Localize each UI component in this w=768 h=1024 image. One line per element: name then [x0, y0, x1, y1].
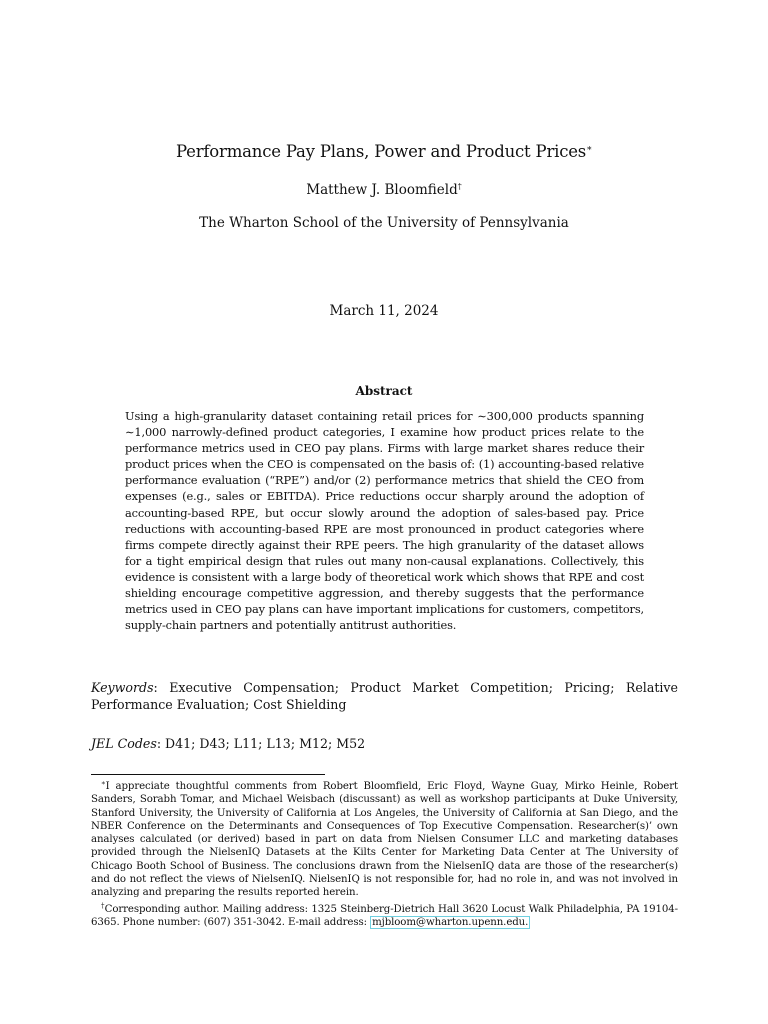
author-name-text: Matthew J. Bloomfield [306, 182, 458, 198]
title-footnote-mark[interactable]: ∗ [586, 144, 592, 154]
keywords-label: Keywords [91, 680, 154, 695]
footnote-acknowledgements [91, 777, 678, 900]
footnote-divider [91, 774, 325, 775]
footnote-2-text: Corresponding author. Mailing address: 1325 Steinberg-Dietrich Hall 3620 Locust Walk Philadelphia, PA 19104-6365. Phone number: (607) 351-3042. E-mail address: [91, 903, 678, 928]
footnotes [91, 777, 678, 929]
footnote-1-text: I appreciate thoughtful comments from Robert Bloomfield, Eric Floyd, Wayne Guay, Mirko Heinle, Robert Sanders, Sorabh Tomar, and Michael Weisbach (discussant) as well as workshop participants at Duke University, Stanford University, the University of California at Los Angeles, the University of California at San Diego, and the NBER Conference on the Determinants and Consequences of Top Executive Compensation. Researcher(s)’ own analyses calculated (or derived) based in part on data from Nielsen Consumer LLC and marketing databases provided through the NielsenIQ Datasets at the Kilts Center for Marketing Data Center at The University of Chicago Booth School of Business. The conclusions drawn from the NielsenIQ data are those of the researcher(s) and do not reflect the views of NielsenIQ. NielsenIQ is not responsible for, had no role in, and was not involved in analyzing and preparing the results reported herein. [91, 781, 678, 899]
footnote-corresponding-author [91, 900, 678, 930]
jel-codes-text: : D41; D43; L11; L13; M12; M52 [156, 736, 366, 751]
author-name [0, 182, 768, 198]
jel-codes [91, 735, 678, 752]
footnote-2-mark: † [101, 901, 105, 910]
email-link[interactable]: mjbloom@wharton.upenn.edu. [372, 916, 529, 928]
paper-title [0, 142, 768, 161]
jel-codes-label: JEL Codes [91, 736, 157, 751]
author-footnote-mark[interactable]: † [457, 182, 462, 191]
abstract-heading: Abstract [355, 384, 413, 398]
keywords [91, 679, 678, 713]
author-affiliation: The Wharton School of the University of Pennsylvania [199, 215, 569, 231]
paper-date: March 11, 2024 [329, 303, 439, 319]
footnote-1-mark: ∗ [101, 779, 106, 787]
abstract-text: Using a high-granularity dataset containing retail prices for ∼300,000 products spanning ∼1,000 narrowly-defined product categories, I examine how product prices relate to the performance metrics used in CEO pay plans. Firms with large market shares reduce their product prices when the CEO is compensated on the basis of: (1) accounting-based relative performance evaluation (“RPE”) and/or (2) performance metrics that shield the CEO from expenses (e.g., sales or EBITDA). Price reductions occur sharply around the adoption of accounting-based RPE, but occur slowly around the adoption of sales-based pay. Price reductions with accounting-based RPE are most pronounced in product categories where firms compete directly against their RPE peers. The high granularity of the dataset allows for a tight empirical design that rules out many non-causal explanations. Collectively, this evidence is consistent with a large body of theoretical work which shows that RPE and cost shielding encourage competitive aggression, and thereby suggests that the performance metrics used in CEO pay plans can have important implications for customers, competitors, supply-chain partners and potentially antitrust authorities. [125, 409, 644, 633]
paper-title-text: Performance Pay Plans, Power and Product Prices [175, 142, 587, 161]
keywords-text: : Executive Compensation; Product Market Competition; Pricing; Relative Performance Evaluation; Cost Shielding [91, 680, 678, 712]
